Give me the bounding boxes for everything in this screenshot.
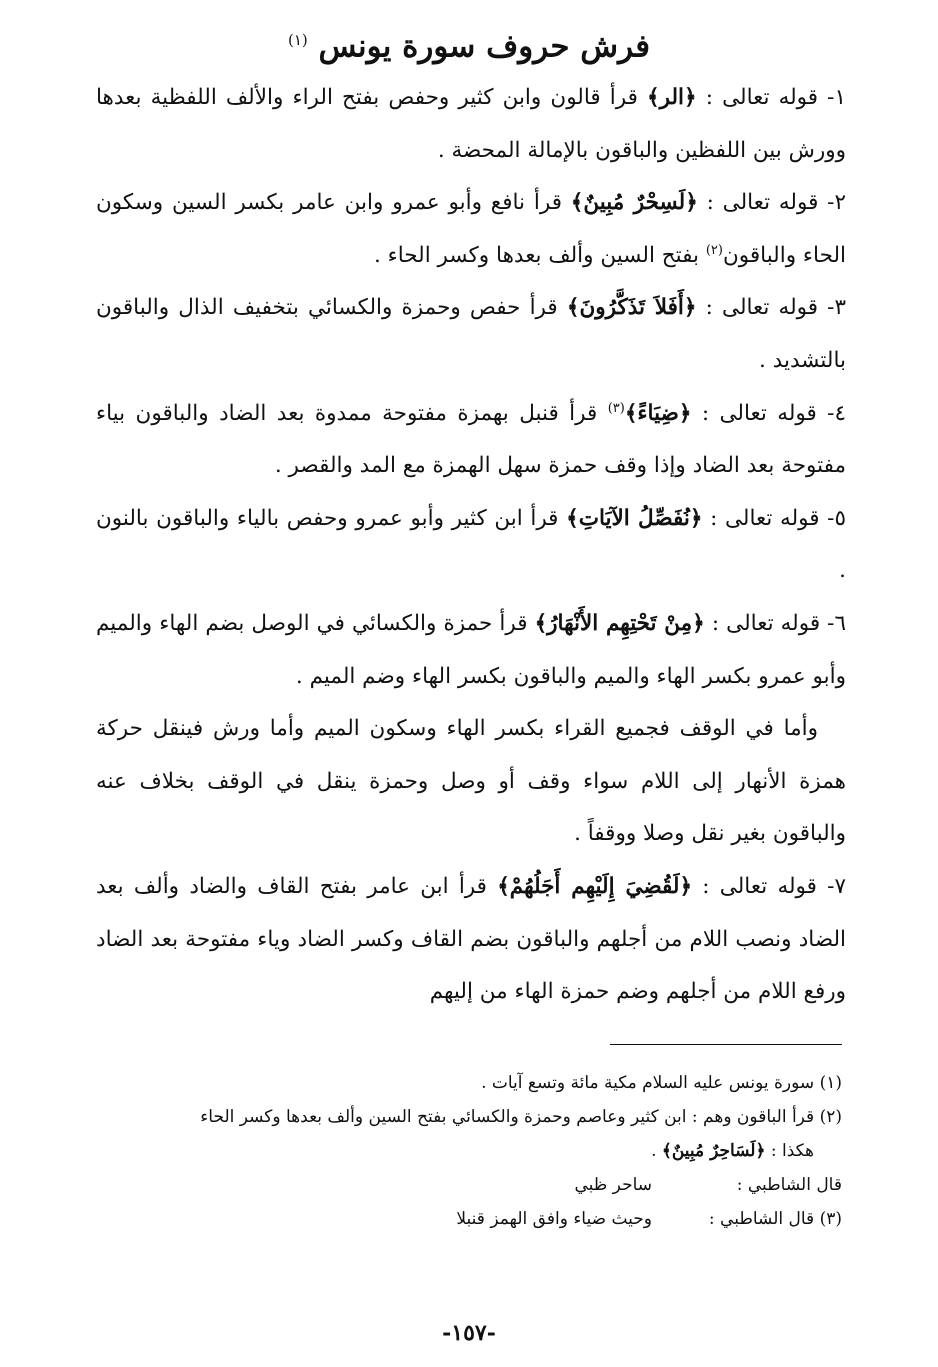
paragraph-4 (96, 388, 846, 493)
poem-attribution: (٣) قال الشاطبي : (708, 1209, 842, 1229)
paragraph-rest-2: بفتح السين وألف بعدها وكسر الحاء . (373, 242, 706, 268)
poem-line-1 (96, 1168, 842, 1202)
footnote-ref: (٢) (705, 242, 723, 258)
poem-attribution: قال الشاطبي : (736, 1175, 842, 1195)
paragraph-rest: قرأ حفص وحمزة والكسائي بتخفيف الذال والباقون بالتشديد . (96, 295, 846, 373)
quran-quote: ﴿ضِيَاءً﴾ (624, 400, 692, 426)
paragraph-lead: ١- قوله تعالى : (696, 85, 846, 110)
quran-quote: ﴿لَسِحْرٌ مُبِينٌ﴾ (570, 190, 698, 216)
paragraph-lead: ٧- قوله تعالى : (692, 873, 846, 899)
paragraph-rest: قرأ نافع وأبو عمرو وابن عامر بكسر السين وسكون الحاء والباقون (96, 190, 846, 268)
footnote-divider (610, 1044, 842, 1045)
paragraph-6 (96, 598, 846, 703)
quran-quote: ﴿أَفَلاَ تَذَكَّرُونَ﴾ (566, 295, 697, 321)
poem-verse: ساحر ظبي (574, 1175, 652, 1195)
paragraph-lead: ٦- قوله تعالى : (704, 610, 847, 636)
page-title (0, 14, 938, 72)
title-text: فرش حروف سورة يونس (318, 28, 651, 65)
quran-quote: ﴿مِنْ تَحْتِهِم الأَنْهَارُ﴾ (534, 610, 705, 636)
paragraph-5 (96, 493, 846, 598)
paragraph-6-continued (96, 703, 846, 861)
paragraph-1 (96, 72, 846, 177)
paragraph-7 (96, 861, 846, 1019)
footnote-2-end: . (651, 1141, 662, 1161)
quran-quote: ﴿نُفَصِّلُ الآيَاتِ﴾ (566, 505, 703, 531)
footnote-ref: (٣) (607, 400, 625, 416)
quran-quote: ﴿لَقُضِيَ إِلَيْهِم أَجَلُهُمْ﴾ (497, 873, 693, 899)
footnote-2-lead: هكذا : (765, 1141, 814, 1161)
paragraph-rest: قرأ قنبل بهمزة مفتوحة ممدوة بعد الضاد والباقون بياء مفتوحة بعد الضاد وإذا وقف حمزة سهل الهمزة مع المد والقصر . (96, 400, 846, 479)
page-number: -١٥٧- (442, 1320, 496, 1346)
footnote-2: (٢) قرأ الباقون وهم : ابن كثير وعاصم وحمزة والكسائي بفتح السين وألف بعدها وكسر الحاء (200, 1107, 842, 1127)
poem-line-2 (96, 1202, 842, 1236)
paragraph-lead: ٥- قوله تعالى : (702, 505, 846, 531)
footnotes (96, 1066, 842, 1236)
paragraph-rest: قرأ قالون وابن كثير وحفص بفتح الراء والألف اللفظية بعدها وورش بين اللفظين والباقون بالإمالة المحضة . (96, 85, 846, 163)
footnote-2-continued (96, 1134, 842, 1168)
paragraph-rest: قرأ ابن كثير وأبو عمرو وحفص بالياء والباقون بالنون . (96, 505, 846, 584)
paragraph-3 (96, 282, 846, 387)
paragraph-rest: قرأ حمزة والكسائي في الوصل بضم الهاء والميم وأبو عمرو بكسر الهاء والميم والباقون بكسر الهاء وضم الميم . (96, 610, 846, 689)
title-footnote-ref: (١) (287, 31, 308, 49)
paragraph-2 (96, 177, 846, 282)
quran-quote: ﴿الر﴾ (647, 85, 697, 110)
poem-verse: وحيث ضياء وافق الهمز قنبلا (456, 1209, 652, 1229)
footnote-1: (١) سورة يونس عليه السلام مكية مائة وتسع آيات . (481, 1073, 842, 1093)
paragraph-rest: قرأ ابن عامر بفتح القاف والضاد وألف بعد الضاد ونصب اللام من أجلهم والباقون بضم القاف وكسر الضاد وياء مفتوحة بعد الضاد ورفع اللام من أجلهم وضم حمزة الهاء من إليهم (96, 873, 846, 1005)
paragraph-lead: ٢- قوله تعالى : (697, 190, 846, 216)
footnote-2-quote: ﴿لَسَاحِرٌ مُبِينٌ﴾ (661, 1141, 766, 1161)
body-text (96, 72, 846, 1019)
paragraph-lead: ٣- قوله تعالى : (696, 295, 846, 321)
paragraph-lead: ٤- قوله تعالى : (691, 400, 846, 426)
paragraph-rest: وأما في الوقف فجميع القراء بكسر الهاء وسكون الميم وأما ورش فينقل حركة همزة الأنهار إلى اللام سواء وقف أو وصل وحمزة ينقل في الوقف بخلاف عنه والباقون بغير نقل وصلا ووقفاً . (96, 716, 846, 847)
